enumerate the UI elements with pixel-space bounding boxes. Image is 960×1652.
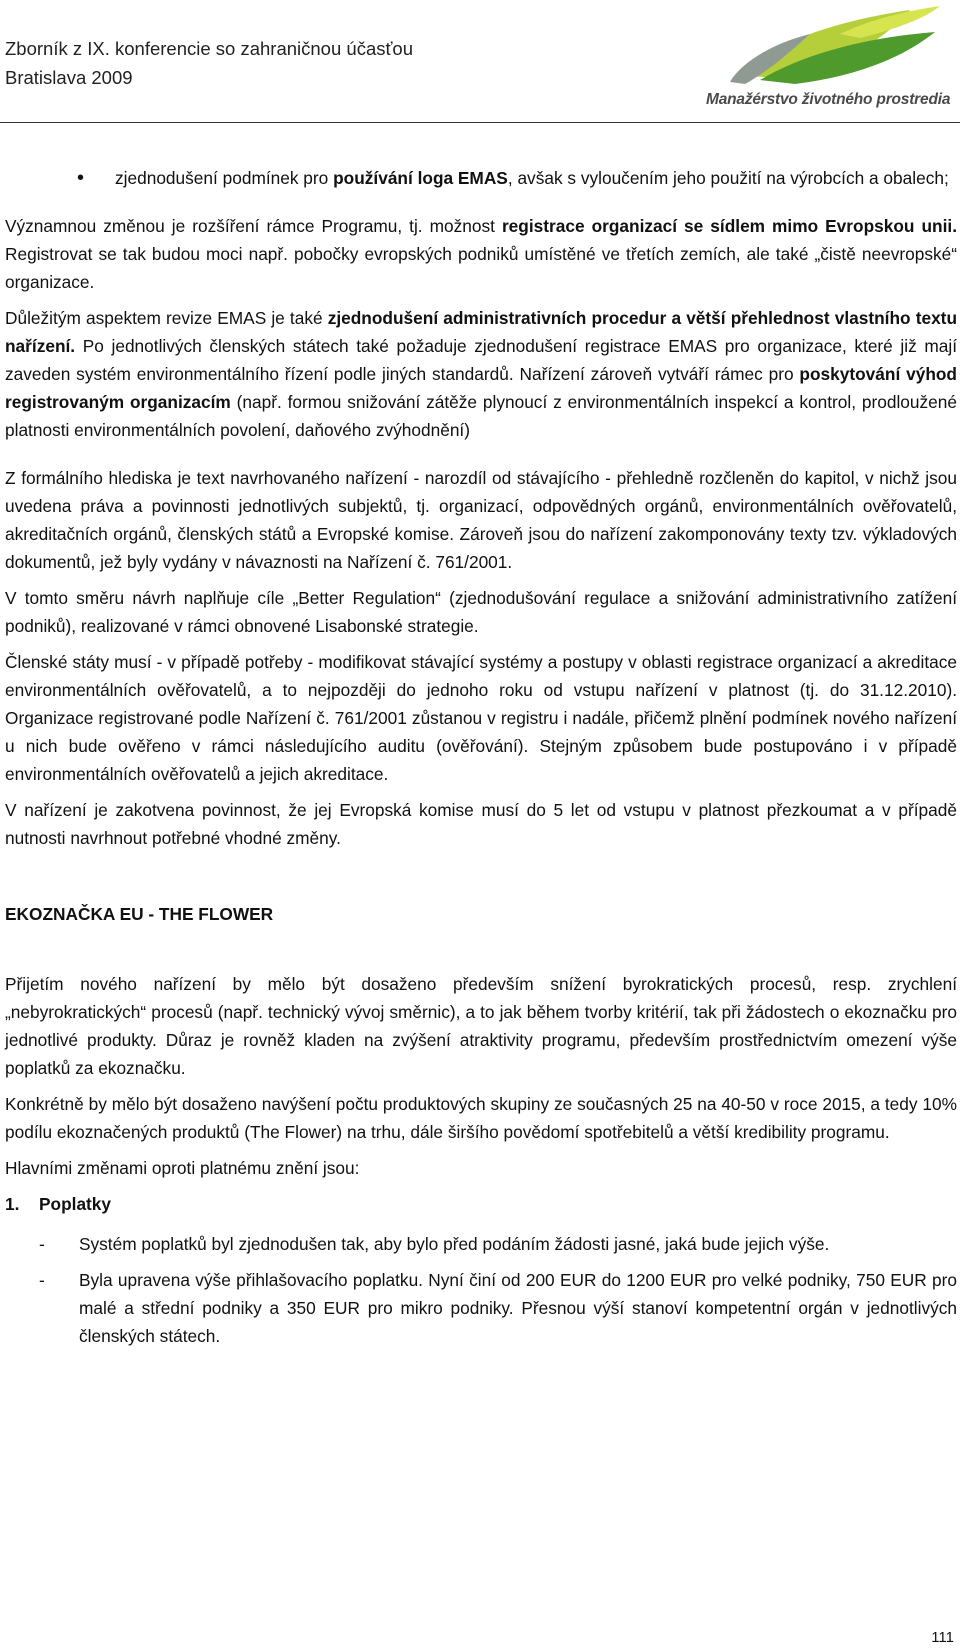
paragraph-member-states: Členské státy musí - v případě potřeby - modifikovat stávající systémy a postupy v oblasti registrace organizací a akreditace environmentálních ověřovatelů, a to nejpozději do jednoho roku od vstupu nařízení v platnost (tj. do 31.12.2010). Organizace registrované podle Nařízení č. 761/2001 zůstanou v registru i nadále, přičemž plnění podmínek nového nařízení u nich bude ověřeno v rámci následujícího auditu (ověřování). Stejným způsobem bude postupováno i v případě environmentálních ověřovatelů a jejich akreditace. (5, 652, 957, 784)
list-title: Poplatky (39, 1194, 112, 1214)
page-header (0, 0, 960, 120)
document-body (5, 164, 957, 1358)
paragraph-formal-structure: Z formálního hlediska je text navrhovaného nařízení - narozdíl od stávajícího - přehledně rozčleněn do kapitol, v nichž jsou uvedena práva a povinnosti jednotlivých subjektů, tj. organizací, odpovědných orgánů, environmentálních ověřovatelů, akreditačních orgánů, členských států a Evropské komise. Zároveň jsou do nařízení zakomponovány texty tzv. výkladových dokumentů, jež byly vydány v návaznosti na Nařízení č. 761/2001. (5, 468, 957, 572)
conference-logo (700, 4, 952, 110)
paragraph-new-regulation: Přijetím nového nařízení by mělo být dosaženo především snížení byrokratických procesů, resp. zrychlení „nebyrokratických“ procesů (např. technický vývoj směrnic), a to jak během tvorby kritérií, tak při žádostech o ekoznačku pro jednotlivé produkty. Důraz je rovněž kladen na zvýšení atraktivity programu, především prostřednictvím omezení výše poplatků za ekoznačku. (5, 974, 957, 1078)
paragraph-simplification: Důležitým aspektem revize EMAS je také zjednodušení administrativních procedur a větší přehlednost vlastního textu nařízení. Po jednotlivých členských státech také požaduje zjednodušení registrace EMAS pro organizace, které již mají zaveden systém environmentálního řízení podle jiných standardů. Nařízení zároveň vytváří rámec pro poskytování výhod registrovaným organizacím (např. formou snižování zátěže plynoucí z environmentálních inspekcí a kontrol, prodloužené platnosti environmentálních povolení, daňového zvýhodnění) (5, 308, 957, 440)
bullet-icon: • (77, 167, 85, 189)
conference-title (5, 34, 413, 92)
numbered-heading-fees (5, 1190, 957, 1218)
dash-icon: - (39, 1270, 45, 1290)
paragraph-product-groups: Konkrétně by mělo být dosaženo navýšení počtu produktových skupiny ze současných 25 na 40-50 v roce 2015, a tedy 10% podílu ekoznačených produktů (The Flower) na trhu, dále širšího povědomí spotřebitelů a větší kredibility programu. (5, 1094, 957, 1142)
paragraph-better-regulation: V tomto směru návrh naplňuje cíle „Better Regulation“ (zjednodušování regulace a snižování administrativního zatížení podniků), realizované v rámci obnovené Lisabonské strategie. (5, 588, 957, 636)
section-heading: EKOZNAČKA EU - THE FLOWER (5, 904, 274, 924)
bullet-item: • zjednodušení podmínek pro používání loga EMAS, avšak s vyloučením jeho použití na výrobcích a obalech; (5, 164, 957, 192)
dash-icon: - (39, 1234, 45, 1254)
page-number: 111 (931, 1629, 954, 1646)
conference-place-year: Bratislava 2009 (5, 67, 133, 88)
dash-item: - Byla upravena výše přihlašovacího poplatku. Nyní činí od 200 EUR do 1200 EUR pro velké podniky, 750 EUR pro malé a střední podniky a 350 EUR pro mikro podniky. Přesnou výší stanoví kompetentní orgán v jednotlivých členských státech. (5, 1266, 957, 1350)
dash-item: - Systém poplatků byl zjednodušen tak, aby bylo před podáním žádosti jasné, jaká bude jejich výše. (5, 1230, 957, 1258)
header-divider (0, 122, 960, 123)
list-number: 1. (5, 1194, 20, 1214)
paragraph-registration-scope: Významnou změnou je rozšíření rámce Programu, tj. možnost registrace organizací se sídlem mimo Evropskou unii. Registrovat se tak budou moci např. pobočky evropských podniků umístěné ve třetích zemích, ale také „čistě neevropské“ organizace. (5, 216, 957, 292)
paragraph-main-changes: Hlavními změnami oproti platnému znění jsou: (5, 1158, 360, 1178)
logo-caption: Manažérstvo životného prostredia (706, 91, 951, 108)
leaf-logo-icon (700, 4, 952, 84)
conference-name: Zborník z IX. konferencie so zahraničnou účasťou (5, 38, 413, 59)
paragraph-review-obligation: V nařízení je zakotvena povinnost, že jej Evropská komise musí do 5 let od vstupu v platnost přezkoumat a v případě nutnosti navrhnout potřebné vhodné změny. (5, 800, 957, 848)
